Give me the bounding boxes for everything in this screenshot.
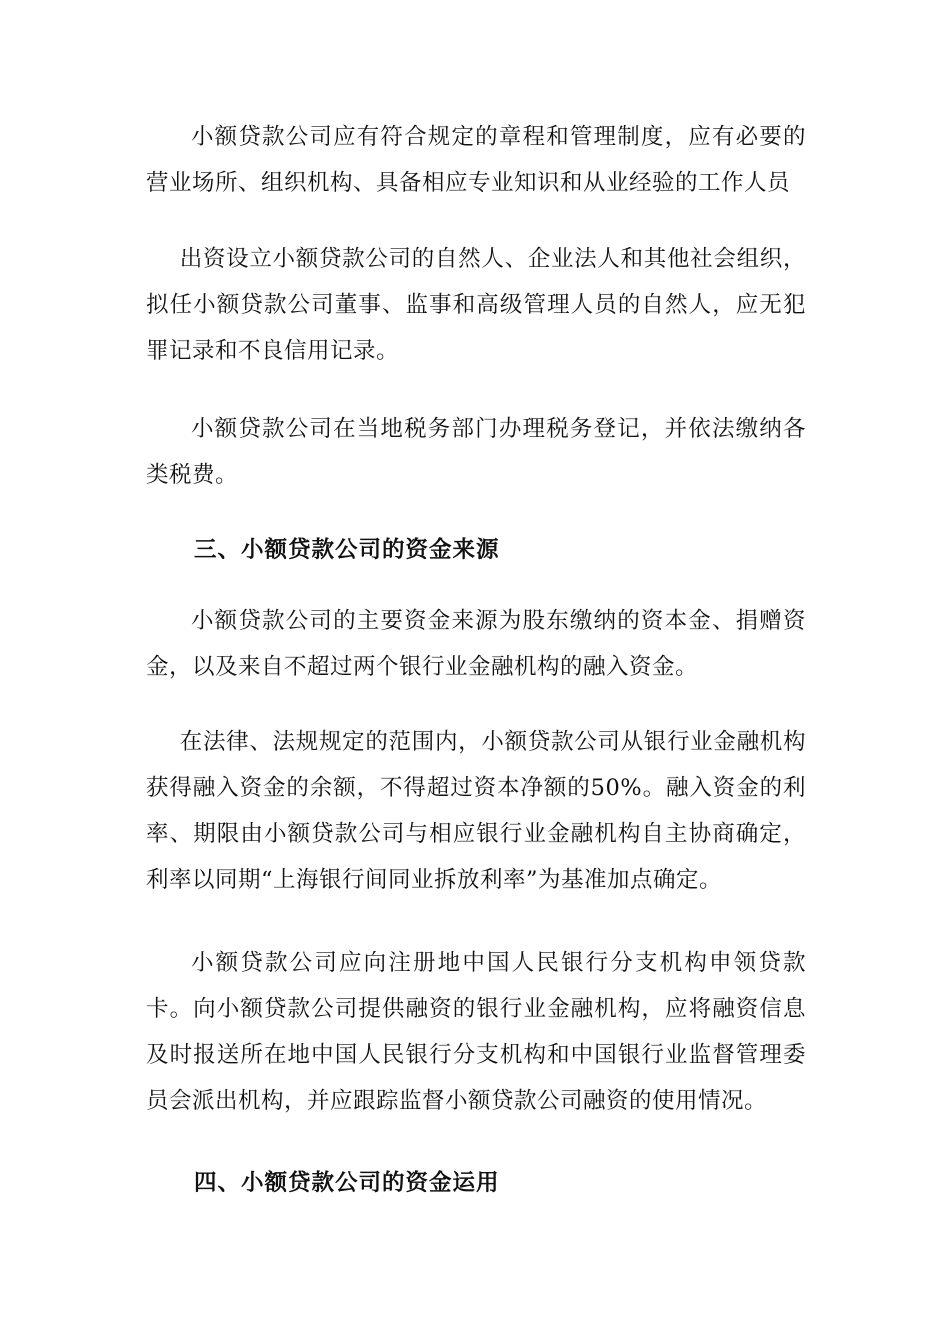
paragraph-main-funding-sources: 小额贷款公司的主要资金来源为股东缴纳的资本金、捐赠资金，以及来自不超过两个银行业金融机构的融入资金。 — [146, 608, 806, 680]
section-heading-funding-use: 四、小额贷款公司的资金运用 — [194, 1170, 500, 1196]
paragraph-financing-limits: 在法律、法规规定的范围内，小额贷款公司从银行业金融机构获得融入资金的余额，不得超过资本净额的50%。融入资金的利率、期限由小额贷款公司与相应银行业金融机构自主协商确定，利率以同期“上海银行间同业拆放利率”为基准加点确定。 — [146, 729, 806, 893]
paragraph-founder-qualifications: 出资设立小额贷款公司的自然人、企业法人和其他社会组织，拟任小额贷款公司董事、监事和高级管理人员的自然人，应无犯罪记录和不良信用记录。 — [146, 246, 806, 364]
paragraph-tax-registration: 小额贷款公司在当地税务部门办理税务登记，并依法缴纳各类税费。 — [146, 416, 806, 488]
paragraph-articles-and-staff: 小额贷款公司应有符合规定的章程和管理制度，应有必要的营业场所、组织机构、具备相应专业知识和从业经验的工作人员 — [146, 124, 806, 196]
paragraph-loan-card-reporting: 小额贷款公司应向注册地中国人民银行分支机构申领贷款卡。向小额贷款公司提供融资的银行业金融机构，应将融资信息及时报送所在地中国人民银行分支机构和中国银行业监督管理委员会派出机构，并应跟踪监督小额贷款公司融资的使用情况。 — [146, 950, 806, 1114]
document-page — [146, 0, 806, 1344]
section-heading-funding-sources: 三、小额贷款公司的资金来源 — [194, 537, 500, 563]
